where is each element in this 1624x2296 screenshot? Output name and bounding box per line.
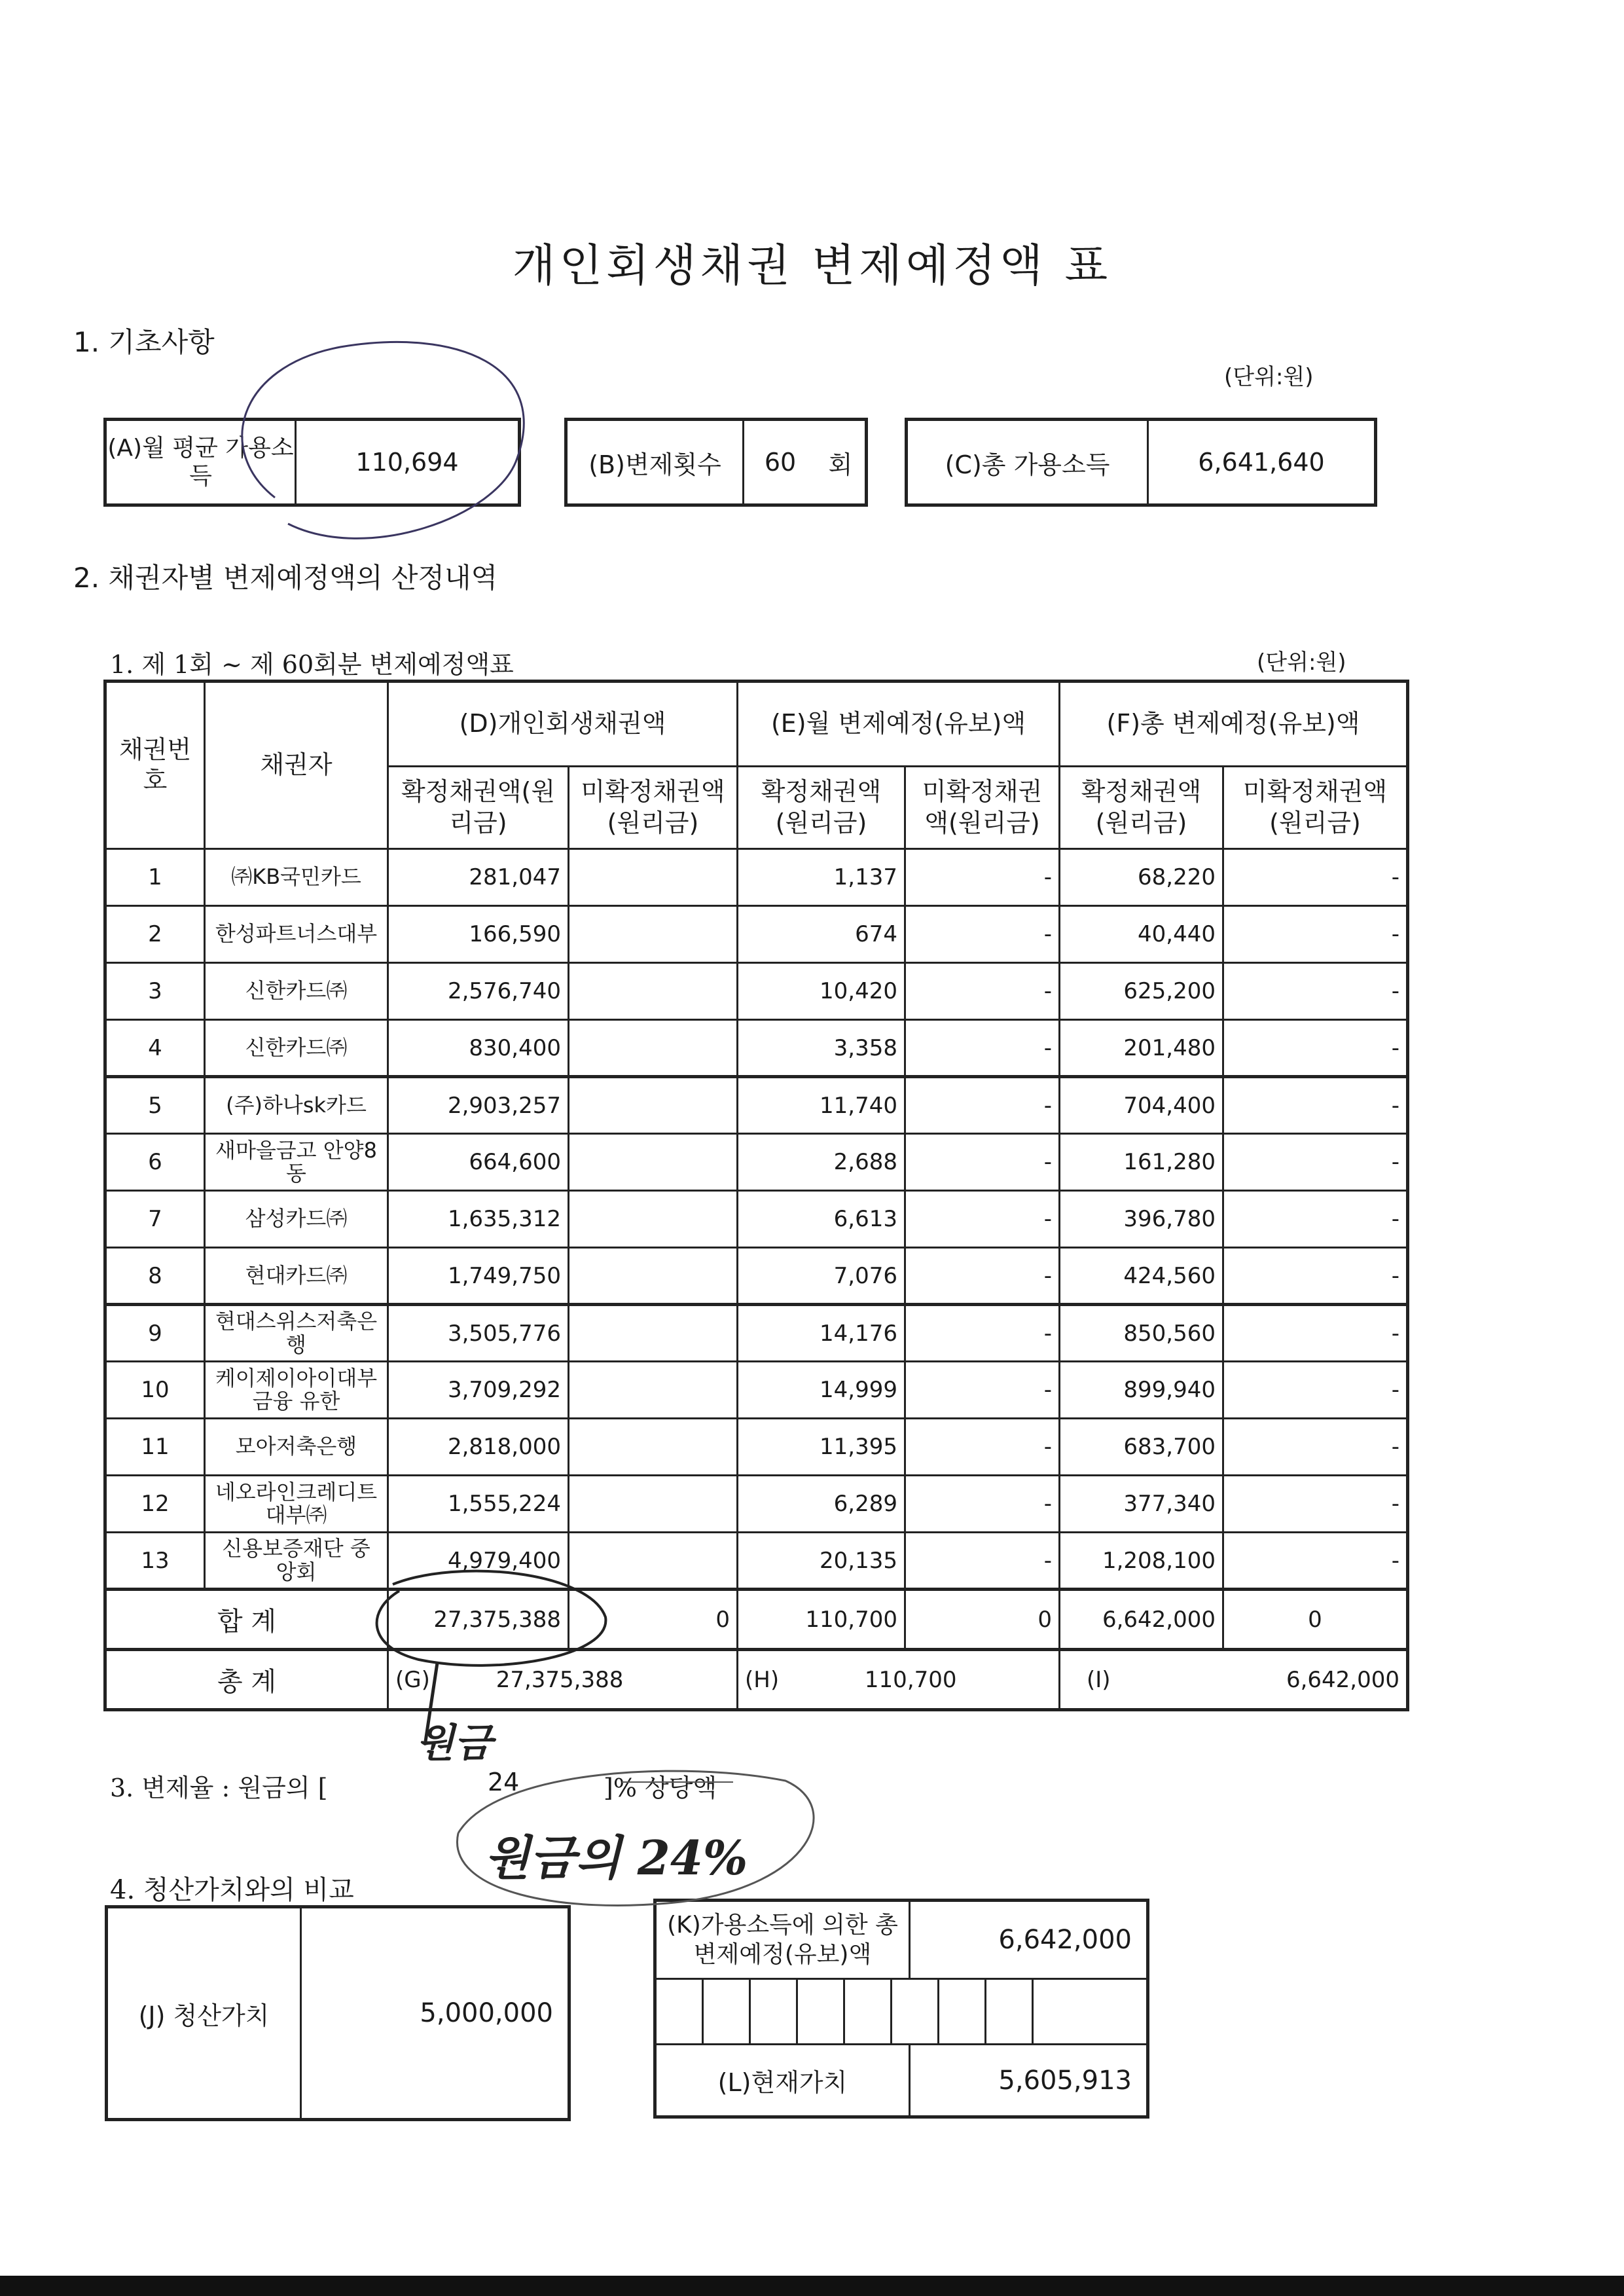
row-f-confirmed: 396,780 <box>1060 1191 1223 1248</box>
table-row <box>105 1134 1408 1191</box>
row-e-unconfirmed: - <box>905 1134 1060 1191</box>
total-i-value: 6,642,000 <box>1286 1666 1399 1693</box>
row-e-unconfirmed: - <box>905 1362 1060 1419</box>
row-d-unconfirmed <box>569 1305 738 1362</box>
row-e-confirmed: 7,076 <box>738 1248 905 1305</box>
section2-sub-heading: 1. 제 1회 ~ 제 60회분 변제예정액표 <box>110 650 514 679</box>
row-e-confirmed: 6,613 <box>738 1191 905 1248</box>
total-income-label: (C)총 가용소득 <box>908 421 1149 503</box>
row-d-confirmed: 1,555,224 <box>388 1476 569 1533</box>
row-creditor: 케이제이아이대부금융 유한 <box>205 1362 388 1419</box>
grid-cell <box>798 1978 845 2043</box>
header-f-confirmed: 확정채권액(원리금) <box>1060 767 1223 849</box>
row-creditor: 신용보증재단 중앙회 <box>205 1533 388 1590</box>
box-monthly-income <box>103 418 521 507</box>
header-e-unconfirmed: 미확정채권액(원리금) <box>905 767 1060 849</box>
row-f-unconfirmed: - <box>1223 1020 1408 1077</box>
row-f-confirmed: 377,340 <box>1060 1476 1223 1533</box>
row-e-unconfirmed: - <box>905 1419 1060 1476</box>
table-header-row-1 <box>105 682 1408 767</box>
row-e-unconfirmed: - <box>905 1476 1060 1533</box>
header-f: (F)총 변제예정(유보)액 <box>1060 682 1408 767</box>
row-d-unconfirmed <box>569 1419 738 1476</box>
row-e-confirmed: 674 <box>738 906 905 963</box>
row-d-confirmed: 3,505,776 <box>388 1305 569 1362</box>
row-d-unconfirmed <box>569 1476 738 1533</box>
header-d-unconfirmed: 미확정채권액(원리금) <box>569 767 738 849</box>
row-creditor: 삼성카드㈜ <box>205 1191 388 1248</box>
handwritten-note-2: 원금의 24% <box>484 1830 748 1886</box>
row-no: 12 <box>105 1476 205 1533</box>
total-h-label: (H) <box>745 1666 780 1693</box>
grid-cell <box>704 1978 751 2043</box>
table-row <box>105 1533 1408 1590</box>
row-e-unconfirmed: - <box>905 1533 1060 1590</box>
repayment-table <box>103 680 1409 1711</box>
box-repayment-count <box>564 418 868 507</box>
row-d-unconfirmed <box>569 1020 738 1077</box>
header-creditor: 채권자 <box>205 682 388 849</box>
row-no: 1 <box>105 849 205 906</box>
header-d-confirmed: 확정채권액(원리금) <box>388 767 569 849</box>
section1-heading: 1. 기초사항 <box>73 326 215 358</box>
table-row <box>105 1476 1408 1533</box>
row-no: 10 <box>105 1362 205 1419</box>
row-f-unconfirmed: - <box>1223 1191 1408 1248</box>
header-d: (D)개인회생채권액 <box>388 682 738 767</box>
header-e-confirmed: 확정채권액(원리금) <box>738 767 905 849</box>
total-h-value: 110,700 <box>864 1666 957 1693</box>
row-e-unconfirmed: - <box>905 1191 1060 1248</box>
row-d-unconfirmed <box>569 1533 738 1590</box>
row-f-confirmed: 850,560 <box>1060 1305 1223 1362</box>
monthly-income-value: 110,694 <box>355 448 459 477</box>
row-e-confirmed: 11,395 <box>738 1419 905 1476</box>
row-d-unconfirmed <box>569 1134 738 1191</box>
table-row <box>105 1362 1408 1419</box>
row-e-confirmed: 20,135 <box>738 1533 905 1590</box>
section3-rate: 24 <box>488 1768 520 1796</box>
row-d-unconfirmed <box>569 963 738 1020</box>
row-f-unconfirmed: - <box>1223 1476 1408 1533</box>
row-d-unconfirmed <box>569 906 738 963</box>
comparison-l-row <box>657 2045 1146 2115</box>
grid-cell <box>986 1978 1034 2043</box>
document-title: 개인회생채권 변제예정액 표 <box>512 240 1112 292</box>
table-row <box>105 1248 1408 1305</box>
total-income-value: 6,641,640 <box>1198 448 1325 477</box>
row-no: 7 <box>105 1191 205 1248</box>
grid-cell <box>845 1978 892 2043</box>
subtotal-label: 합 계 <box>105 1590 388 1650</box>
row-no: 4 <box>105 1020 205 1077</box>
row-creditor: 네오라인크레디트대부㈜ <box>205 1476 388 1533</box>
row-e-unconfirmed: - <box>905 1248 1060 1305</box>
row-d-unconfirmed <box>569 1077 738 1134</box>
total-h-cell <box>738 1650 1060 1710</box>
row-no: 8 <box>105 1248 205 1305</box>
header-e: (E)월 변제예정(유보)액 <box>738 682 1060 767</box>
box-total-income <box>905 418 1377 507</box>
row-e-unconfirmed: - <box>905 1020 1060 1077</box>
subtotal-f2: 0 <box>1223 1590 1408 1650</box>
row-d-unconfirmed <box>569 849 738 906</box>
row-d-unconfirmed <box>569 1248 738 1305</box>
total-g-value: 27,375,388 <box>496 1666 624 1693</box>
header-no: 채권번호 <box>105 682 205 849</box>
row-f-confirmed: 161,280 <box>1060 1134 1223 1191</box>
row-f-confirmed: 704,400 <box>1060 1077 1223 1134</box>
row-f-confirmed: 683,700 <box>1060 1419 1223 1476</box>
row-no: 9 <box>105 1305 205 1362</box>
row-creditor: ㈜KB국민카드 <box>205 849 388 906</box>
table-row <box>105 1020 1408 1077</box>
row-f-unconfirmed: - <box>1223 906 1408 963</box>
repayment-count-label: (B)변제횟수 <box>568 421 744 503</box>
comparison-k-row <box>657 1902 1146 1980</box>
header-f-unconfirmed: 미확정채권액(원리금) <box>1223 767 1408 849</box>
l-label: (L)현재가치 <box>657 2045 911 2115</box>
row-e-unconfirmed: - <box>905 963 1060 1020</box>
row-f-unconfirmed: - <box>1223 1248 1408 1305</box>
total-i-label: (I) <box>1087 1666 1111 1693</box>
section3-prefix: 3. 변제율 : 원금의 [ <box>110 1774 328 1802</box>
row-creditor: 현대스위스저축은행 <box>205 1305 388 1362</box>
row-creditor: 한성파트너스대부 <box>205 906 388 963</box>
row-f-unconfirmed: - <box>1223 1305 1408 1362</box>
grid-cell <box>657 1978 704 2043</box>
row-creditor: (주)하나sk카드 <box>205 1077 388 1134</box>
row-e-unconfirmed: - <box>905 1305 1060 1362</box>
row-e-unconfirmed: - <box>905 906 1060 963</box>
row-e-confirmed: 14,999 <box>738 1362 905 1419</box>
section3-suffix: ]% 상당액 <box>604 1774 717 1802</box>
row-f-confirmed: 201,480 <box>1060 1020 1223 1077</box>
total-g-cell <box>388 1650 738 1710</box>
row-d-confirmed: 830,400 <box>388 1020 569 1077</box>
subtotal-f: 6,642,000 <box>1060 1590 1223 1650</box>
grid-cell <box>939 1978 986 2043</box>
row-f-unconfirmed: - <box>1223 1533 1408 1590</box>
row-d-confirmed: 3,709,292 <box>388 1362 569 1419</box>
row-creditor: 새마을금고 안양8동 <box>205 1134 388 1191</box>
repayment-count-suffix: 회 <box>828 450 853 479</box>
row-d-confirmed: 281,047 <box>388 849 569 906</box>
handwritten-note-1: 원금 <box>416 1721 492 1766</box>
row-d-confirmed: 2,576,740 <box>388 963 569 1020</box>
comparison-grid-row <box>657 1978 1146 2045</box>
row-e-confirmed: 6,289 <box>738 1476 905 1533</box>
row-d-unconfirmed <box>569 1362 738 1419</box>
table-row <box>105 1077 1408 1134</box>
total-label: 총 계 <box>105 1650 388 1710</box>
table-row <box>105 1191 1408 1248</box>
box-comparison <box>653 1899 1149 2119</box>
row-d-confirmed: 2,818,000 <box>388 1419 569 1476</box>
row-f-unconfirmed: - <box>1223 1362 1408 1419</box>
total-row <box>105 1650 1408 1710</box>
row-creditor: 모아저축은행 <box>205 1419 388 1476</box>
row-no: 2 <box>105 906 205 963</box>
table-row <box>105 906 1408 963</box>
row-f-confirmed: 40,440 <box>1060 906 1223 963</box>
box-liquidation-value <box>105 1905 571 2121</box>
row-f-unconfirmed: - <box>1223 963 1408 1020</box>
row-d-confirmed: 1,749,750 <box>388 1248 569 1305</box>
l-value: 5,605,913 <box>998 2065 1132 2096</box>
row-f-confirmed: 625,200 <box>1060 963 1223 1020</box>
grid-cell <box>892 1978 939 2043</box>
section4-heading: 4. 청산가치와의 비교 <box>110 1875 354 1905</box>
row-f-unconfirmed: - <box>1223 1077 1408 1134</box>
row-d-confirmed: 4,979,400 <box>388 1533 569 1590</box>
row-f-confirmed: 899,940 <box>1060 1362 1223 1419</box>
table-row <box>105 1305 1408 1362</box>
total-i-cell <box>1060 1650 1408 1710</box>
row-no: 6 <box>105 1134 205 1191</box>
scan-bottom-edge <box>0 2276 1624 2296</box>
row-e-confirmed: 10,420 <box>738 963 905 1020</box>
row-d-confirmed: 1,635,312 <box>388 1191 569 1248</box>
row-f-unconfirmed: - <box>1223 1134 1408 1191</box>
row-f-unconfirmed: - <box>1223 1419 1408 1476</box>
section1-unit: (단위:원) <box>1224 364 1314 390</box>
repayment-count-value: 60 <box>764 448 797 477</box>
row-creditor: 신한카드㈜ <box>205 1020 388 1077</box>
table-row <box>105 849 1408 906</box>
row-d-confirmed: 2,903,257 <box>388 1077 569 1134</box>
grid-cell <box>1034 1978 1146 2043</box>
section2-heading: 2. 채권자별 변제예정액의 산정내역 <box>73 562 498 594</box>
row-e-confirmed: 2,688 <box>738 1134 905 1191</box>
row-e-confirmed: 3,358 <box>738 1020 905 1077</box>
row-d-confirmed: 664,600 <box>388 1134 569 1191</box>
k-label: (K)가용소득에 의한 총변제예정(유보)액 <box>657 1902 911 1978</box>
row-no: 13 <box>105 1533 205 1590</box>
row-f-unconfirmed: - <box>1223 849 1408 906</box>
table-body <box>105 849 1408 1590</box>
total-g-label: (G) <box>395 1666 430 1693</box>
grid-cell <box>751 1978 798 2043</box>
row-f-confirmed: 68,220 <box>1060 849 1223 906</box>
k-value: 6,642,000 <box>998 1925 1132 1955</box>
row-e-confirmed: 14,176 <box>738 1305 905 1362</box>
table-row <box>105 963 1408 1020</box>
row-e-unconfirmed: - <box>905 1077 1060 1134</box>
row-f-confirmed: 1,208,100 <box>1060 1533 1223 1590</box>
subtotal-e2: 0 <box>905 1590 1060 1650</box>
row-d-confirmed: 166,590 <box>388 906 569 963</box>
row-creditor: 현대카드㈜ <box>205 1248 388 1305</box>
row-d-unconfirmed <box>569 1191 738 1248</box>
row-no: 5 <box>105 1077 205 1134</box>
subtotal-d: 27,375,388 <box>388 1590 569 1650</box>
row-e-confirmed: 11,740 <box>738 1077 905 1134</box>
subtotal-d2: 0 <box>569 1590 738 1650</box>
monthly-income-label: (A)월 평균 가용소득 <box>107 421 297 503</box>
row-f-confirmed: 424,560 <box>1060 1248 1223 1305</box>
row-creditor: 신한카드㈜ <box>205 963 388 1020</box>
table-row <box>105 1419 1408 1476</box>
liquidation-value-amount: 5,000,000 <box>420 1998 553 2028</box>
liquidation-value-label: (J) 청산가치 <box>108 1908 302 2118</box>
row-no: 11 <box>105 1419 205 1476</box>
row-e-unconfirmed: - <box>905 849 1060 906</box>
row-no: 3 <box>105 963 205 1020</box>
subtotal-row <box>105 1590 1408 1650</box>
row-e-confirmed: 1,137 <box>738 849 905 906</box>
section2-unit: (단위:원) <box>1257 649 1346 676</box>
subtotal-e: 110,700 <box>738 1590 905 1650</box>
